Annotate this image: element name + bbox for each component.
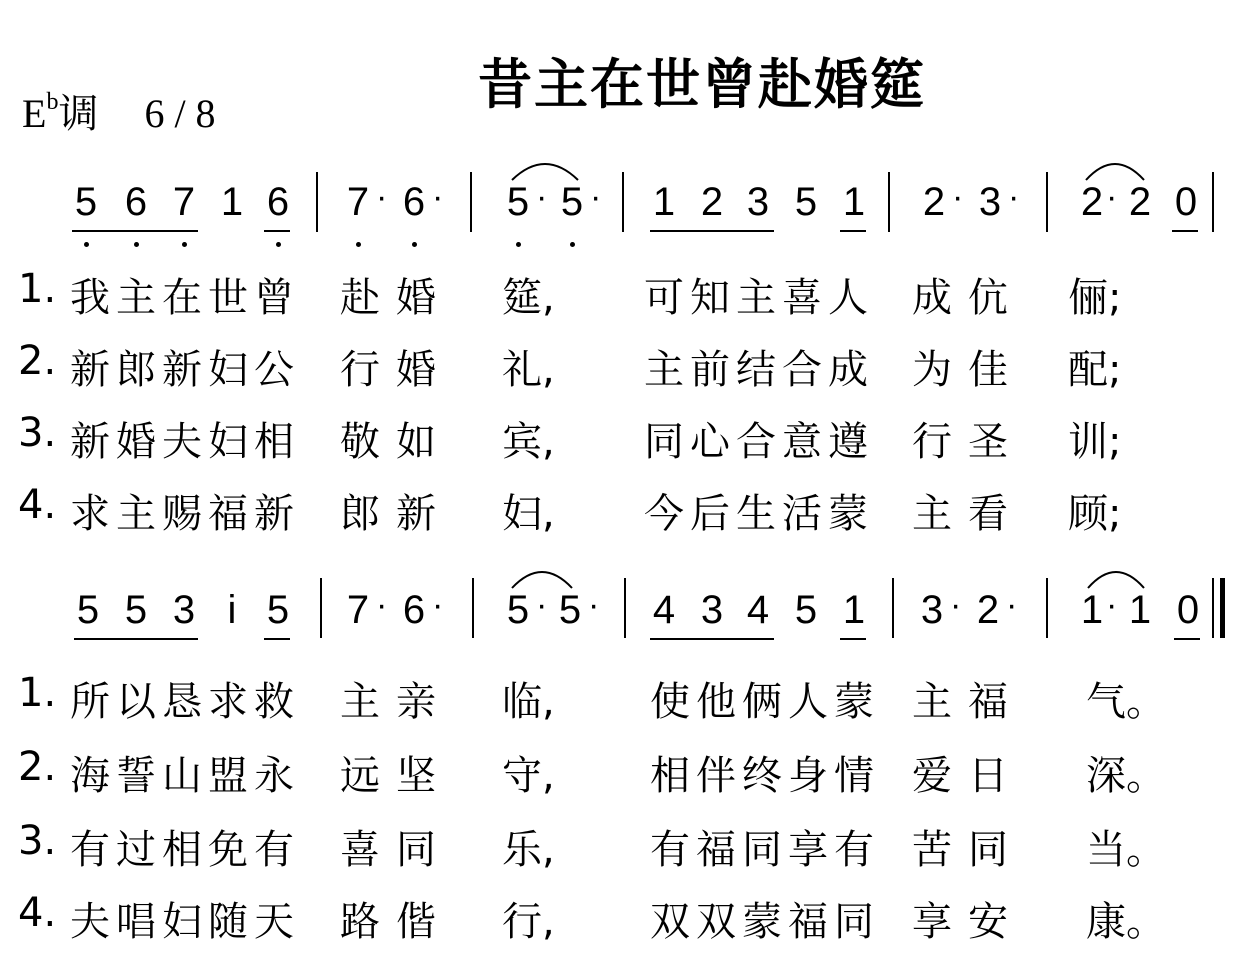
note: 0	[1174, 180, 1198, 224]
barline	[622, 172, 624, 232]
verse-number: 4.	[18, 482, 57, 528]
note: 1	[652, 180, 676, 224]
lyric-segment: 宾,	[502, 419, 555, 465]
dot: ·	[536, 178, 548, 216]
lyric-segment: 乐,	[502, 827, 555, 873]
verse-number: 3.	[18, 818, 57, 864]
lyric-segment: 成伉	[912, 275, 1024, 321]
dot: ·	[1006, 586, 1018, 624]
note: 1	[1080, 588, 1104, 632]
lyric-segment: 主看	[912, 491, 1024, 537]
lyric-segment: 行,	[502, 899, 555, 945]
barline	[472, 578, 474, 638]
lyric-segment: 使他俩人蒙	[650, 679, 880, 725]
barline	[892, 578, 894, 638]
lyric-segment: 夫唱妇随天	[70, 899, 300, 945]
lyric-segment: 我主在世曾	[70, 275, 300, 321]
dot: ·	[376, 178, 388, 216]
lyric-segment: 有福同享有	[650, 827, 880, 873]
key-letter: E	[22, 91, 47, 136]
lyric-segment: 行婚	[340, 347, 452, 393]
lyric-segment: 主前结合成	[644, 347, 874, 393]
verse-number: 4.	[18, 890, 57, 936]
barline	[1212, 578, 1214, 638]
lyric-segment: 新婚夫妇相	[70, 419, 300, 465]
lower-octave-dot	[570, 242, 575, 247]
barline	[316, 172, 318, 232]
lyric-segment: 赴婚	[340, 275, 452, 321]
note: 3	[978, 180, 1002, 224]
beam	[1172, 230, 1198, 232]
note: 6	[124, 180, 148, 224]
dot: ·	[1106, 178, 1118, 216]
lyric-segment: 行圣	[912, 419, 1024, 465]
dot: ·	[376, 586, 388, 624]
lower-octave-dot	[516, 242, 521, 247]
lyric-segment: 路偕	[340, 899, 452, 945]
lyric-segment: 妇,	[502, 491, 555, 537]
lyric-segment: 所以恳求救	[70, 679, 300, 725]
lower-octave-dot	[134, 242, 139, 247]
note: 2	[700, 180, 724, 224]
note: 7	[346, 588, 370, 632]
note: 4	[746, 588, 770, 632]
note: 2	[1128, 180, 1152, 224]
note: 2	[922, 180, 946, 224]
key-signature	[22, 82, 216, 139]
lyric-segment: 求主赐福新	[70, 491, 300, 537]
lower-octave-dot	[276, 242, 281, 247]
beam	[264, 638, 290, 640]
beam	[74, 638, 198, 640]
note: 5	[506, 588, 530, 632]
note: 3	[920, 588, 944, 632]
lyric-segment: 远坚	[340, 753, 452, 799]
verse-number: 1.	[18, 670, 57, 716]
lower-octave-dot	[84, 242, 89, 247]
barline	[320, 578, 322, 638]
beam	[840, 638, 866, 640]
note: 7	[346, 180, 370, 224]
lyric-segment: 新郎新妇公	[70, 347, 300, 393]
beam	[650, 638, 774, 640]
notation-line-1	[0, 180, 1238, 270]
note: 5	[560, 180, 584, 224]
verse-number: 2.	[18, 744, 57, 790]
note: 6	[402, 180, 426, 224]
beam	[264, 230, 290, 232]
lyric-segment: 同心合意遵	[644, 419, 874, 465]
note: 1	[220, 180, 244, 224]
note: 3	[746, 180, 770, 224]
page-title: 昔主在世曾赴婚筵	[478, 53, 926, 116]
lyric-segment: 今后生活蒙	[644, 491, 874, 537]
time-signature: 6 / 8	[144, 91, 216, 136]
lyric-segment: 深。	[1086, 753, 1166, 799]
note: 2	[976, 588, 1000, 632]
note: i	[227, 588, 237, 632]
note: 5	[506, 180, 530, 224]
dot: ·	[536, 586, 548, 624]
lyric-segment: 临,	[502, 679, 555, 725]
lyric-segment: 康。	[1086, 899, 1166, 945]
dot: ·	[952, 178, 964, 216]
barline	[624, 578, 626, 638]
notation-line-2	[0, 588, 1238, 678]
dot: ·	[590, 178, 602, 216]
lyric-segment: 气。	[1086, 679, 1166, 725]
lyric-segment: 爱日	[912, 753, 1024, 799]
beam	[1174, 638, 1200, 640]
dot: ·	[432, 178, 444, 216]
lyric-segment: 训;	[1068, 419, 1122, 465]
beam	[840, 230, 866, 232]
dot: ·	[1106, 586, 1118, 624]
lyric-segment: 敬如	[340, 419, 452, 465]
lyric-segment: 喜同	[340, 827, 452, 873]
beam	[72, 230, 198, 232]
lyric-segment: 相伴终身情	[650, 753, 880, 799]
verse-number: 2.	[18, 338, 57, 384]
note: 5	[794, 180, 818, 224]
note: 5	[124, 588, 148, 632]
barline	[470, 172, 472, 232]
note: 5	[558, 588, 582, 632]
lyric-segment: 守,	[502, 753, 555, 799]
dot: ·	[1008, 178, 1020, 216]
lyric-segment: 礼,	[502, 347, 555, 393]
note: 1	[842, 588, 866, 632]
lyric-segment: 配;	[1068, 347, 1122, 393]
note: 5	[76, 588, 100, 632]
beam	[650, 230, 774, 232]
note: 7	[172, 180, 196, 224]
lyric-segment: 郎新	[340, 491, 452, 537]
lyric-segment: 苦同	[912, 827, 1024, 873]
note: 4	[652, 588, 676, 632]
note: 2	[1080, 180, 1104, 224]
note: 5	[794, 588, 818, 632]
final-barline	[1220, 578, 1225, 638]
lower-octave-dot	[182, 242, 187, 247]
lyric-segment: 双双蒙福同	[650, 899, 880, 945]
verse-number: 3.	[18, 410, 57, 456]
barline	[1046, 172, 1048, 232]
note: 3	[172, 588, 196, 632]
note: 5	[266, 588, 290, 632]
verse-number: 1.	[18, 266, 57, 312]
dot: ·	[950, 586, 962, 624]
note: 0	[1176, 588, 1200, 632]
lyric-segment: 俪;	[1068, 275, 1122, 321]
lyric-segment: 有过相免有	[70, 827, 300, 873]
key-flat: b	[46, 88, 59, 115]
note: 6	[266, 180, 290, 224]
barline	[1046, 578, 1048, 638]
note: 5	[74, 180, 98, 224]
lyric-segment: 为佳	[912, 347, 1024, 393]
lyric-segment: 海誓山盟永	[70, 753, 300, 799]
note: 1	[842, 180, 866, 224]
barline	[1212, 172, 1214, 232]
lyric-segment: 当。	[1086, 827, 1166, 873]
dot: ·	[432, 586, 444, 624]
note: 3	[700, 588, 724, 632]
note: 1	[1128, 588, 1152, 632]
lower-octave-dot	[356, 242, 361, 247]
lyric-segment: 筵,	[502, 275, 555, 321]
dot: ·	[588, 586, 600, 624]
lyric-segment: 享安	[912, 899, 1024, 945]
lower-octave-dot	[412, 242, 417, 247]
note: 6	[402, 588, 426, 632]
lyric-segment: 顾;	[1068, 491, 1122, 537]
lyric-segment: 主亲	[340, 679, 452, 725]
lyric-segment: 主福	[912, 679, 1024, 725]
barline	[888, 172, 890, 232]
lyric-segment: 可知主喜人	[644, 275, 874, 321]
key-suffix: 调	[58, 91, 99, 136]
